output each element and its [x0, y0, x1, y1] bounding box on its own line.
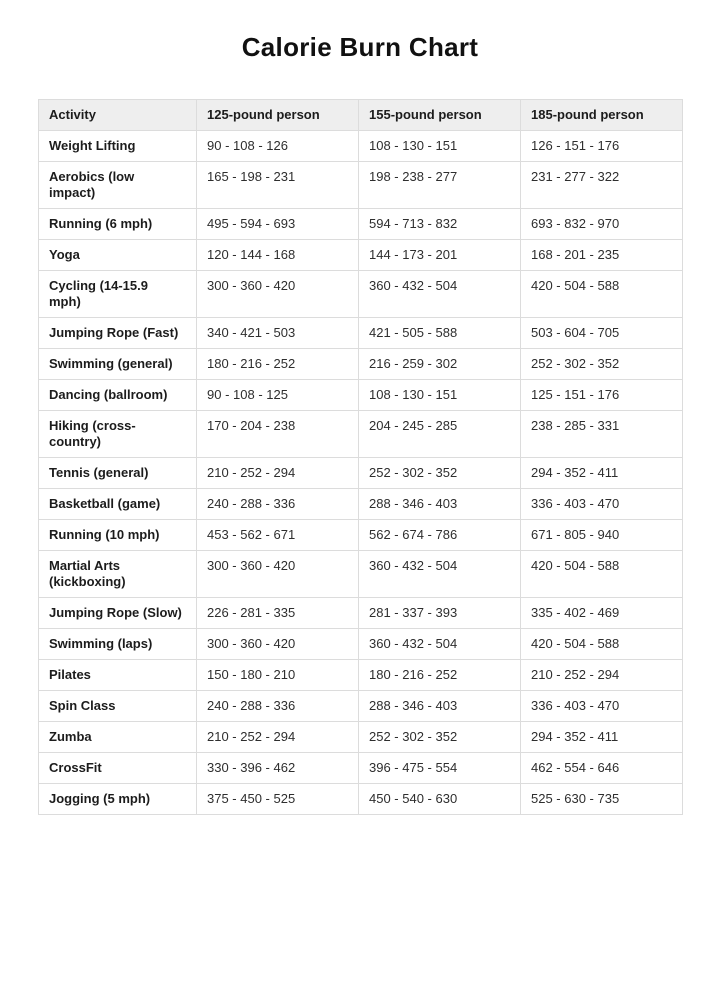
activity-cell: Zumba — [39, 722, 197, 753]
activity-cell: Running (10 mph) — [39, 520, 197, 551]
calories-cell: 420 - 504 - 588 — [521, 271, 683, 318]
table-row — [39, 131, 683, 162]
table-row — [39, 318, 683, 349]
table-row — [39, 380, 683, 411]
calories-cell: 503 - 604 - 705 — [521, 318, 683, 349]
calories-cell: 300 - 360 - 420 — [197, 629, 359, 660]
table-row — [39, 660, 683, 691]
page-title: Calorie Burn Chart — [241, 32, 479, 62]
column-header-weight-2: 155-pound person — [359, 100, 521, 131]
calories-cell: 252 - 302 - 352 — [521, 349, 683, 380]
calories-cell: 336 - 403 - 470 — [521, 489, 683, 520]
table-row — [39, 162, 683, 209]
calories-cell: 281 - 337 - 393 — [359, 598, 521, 629]
calories-cell: 198 - 238 - 277 — [359, 162, 521, 209]
table-row — [39, 489, 683, 520]
calories-cell: 120 - 144 - 168 — [197, 240, 359, 271]
calories-cell: 360 - 432 - 504 — [359, 551, 521, 598]
calories-cell: 180 - 216 - 252 — [197, 349, 359, 380]
activity-cell: Jogging (5 mph) — [39, 784, 197, 815]
calories-cell: 396 - 475 - 554 — [359, 753, 521, 784]
calories-cell: 252 - 302 - 352 — [359, 722, 521, 753]
table-row — [39, 753, 683, 784]
activity-cell: Cycling (14-15.9 mph) — [39, 271, 197, 318]
calories-cell: 294 - 352 - 411 — [521, 722, 683, 753]
calories-cell: 420 - 504 - 588 — [521, 629, 683, 660]
table-row — [39, 722, 683, 753]
table-row — [39, 551, 683, 598]
calories-cell: 421 - 505 - 588 — [359, 318, 521, 349]
calories-cell: 300 - 360 - 420 — [197, 551, 359, 598]
calories-cell: 126 - 151 - 176 — [521, 131, 683, 162]
calorie-burn-table — [38, 99, 683, 815]
calories-cell: 335 - 402 - 469 — [521, 598, 683, 629]
calories-cell: 462 - 554 - 646 — [521, 753, 683, 784]
calories-cell: 210 - 252 - 294 — [521, 660, 683, 691]
activity-cell: Dancing (ballroom) — [39, 380, 197, 411]
calories-cell: 562 - 674 - 786 — [359, 520, 521, 551]
calories-cell: 594 - 713 - 832 — [359, 209, 521, 240]
calories-cell: 216 - 259 - 302 — [359, 349, 521, 380]
calories-cell: 420 - 504 - 588 — [521, 551, 683, 598]
calories-cell: 450 - 540 - 630 — [359, 784, 521, 815]
calories-cell: 210 - 252 - 294 — [197, 458, 359, 489]
calories-cell: 150 - 180 - 210 — [197, 660, 359, 691]
calories-cell: 240 - 288 - 336 — [197, 691, 359, 722]
calories-cell: 90 - 108 - 125 — [197, 380, 359, 411]
activity-cell: Weight Lifting — [39, 131, 197, 162]
calories-cell: 231 - 277 - 322 — [521, 162, 683, 209]
calories-cell: 204 - 245 - 285 — [359, 411, 521, 458]
calories-cell: 226 - 281 - 335 — [197, 598, 359, 629]
column-header-activity: Activity — [39, 100, 197, 131]
table-row — [39, 240, 683, 271]
activity-cell: Pilates — [39, 660, 197, 691]
calories-cell: 525 - 630 - 735 — [521, 784, 683, 815]
activity-cell: Running (6 mph) — [39, 209, 197, 240]
table-row — [39, 411, 683, 458]
calories-cell: 144 - 173 - 201 — [359, 240, 521, 271]
calories-cell: 170 - 204 - 238 — [197, 411, 359, 458]
calories-cell: 360 - 432 - 504 — [359, 271, 521, 318]
calories-cell: 340 - 421 - 503 — [197, 318, 359, 349]
activity-cell: Swimming (general) — [39, 349, 197, 380]
table-row — [39, 271, 683, 318]
table-row — [39, 349, 683, 380]
table-header-row — [39, 100, 683, 131]
calories-cell: 252 - 302 - 352 — [359, 458, 521, 489]
calories-cell: 300 - 360 - 420 — [197, 271, 359, 318]
calories-cell: 330 - 396 - 462 — [197, 753, 359, 784]
table-body — [39, 131, 683, 815]
calories-cell: 453 - 562 - 671 — [197, 520, 359, 551]
table-row — [39, 629, 683, 660]
activity-cell: CrossFit — [39, 753, 197, 784]
calories-cell: 108 - 130 - 151 — [359, 380, 521, 411]
activity-cell: Jumping Rope (Slow) — [39, 598, 197, 629]
calories-cell: 165 - 198 - 231 — [197, 162, 359, 209]
table-row — [39, 691, 683, 722]
activity-cell: Spin Class — [39, 691, 197, 722]
calories-cell: 108 - 130 - 151 — [359, 131, 521, 162]
calories-cell: 671 - 805 - 940 — [521, 520, 683, 551]
calories-cell: 210 - 252 - 294 — [197, 722, 359, 753]
table-row — [39, 598, 683, 629]
table-row — [39, 209, 683, 240]
activity-cell: Tennis (general) — [39, 458, 197, 489]
activity-cell: Basketball (game) — [39, 489, 197, 520]
column-header-weight-1: 125-pound person — [197, 100, 359, 131]
calories-cell: 90 - 108 - 126 — [197, 131, 359, 162]
calories-cell: 180 - 216 - 252 — [359, 660, 521, 691]
activity-cell: Jumping Rope (Fast) — [39, 318, 197, 349]
activity-cell: Yoga — [39, 240, 197, 271]
calories-cell: 495 - 594 - 693 — [197, 209, 359, 240]
calories-cell: 360 - 432 - 504 — [359, 629, 521, 660]
calories-cell: 375 - 450 - 525 — [197, 784, 359, 815]
calories-cell: 288 - 346 - 403 — [359, 489, 521, 520]
calories-cell: 336 - 403 - 470 — [521, 691, 683, 722]
activity-cell: Hiking (cross-country) — [39, 411, 197, 458]
activity-cell: Martial Arts (kickboxing) — [39, 551, 197, 598]
calories-cell: 294 - 352 - 411 — [521, 458, 683, 489]
activity-cell: Swimming (laps) — [39, 629, 197, 660]
table-row — [39, 784, 683, 815]
calories-cell: 168 - 201 - 235 — [521, 240, 683, 271]
calories-cell: 288 - 346 - 403 — [359, 691, 521, 722]
column-header-weight-3: 185-pound person — [521, 100, 683, 131]
activity-cell: Aerobics (low impact) — [39, 162, 197, 209]
calories-cell: 238 - 285 - 331 — [521, 411, 683, 458]
calories-cell: 240 - 288 - 336 — [197, 489, 359, 520]
table-container — [38, 99, 682, 815]
table-row — [39, 520, 683, 551]
calories-cell: 693 - 832 - 970 — [521, 209, 683, 240]
calories-cell: 125 - 151 - 176 — [521, 380, 683, 411]
table-row — [39, 458, 683, 489]
